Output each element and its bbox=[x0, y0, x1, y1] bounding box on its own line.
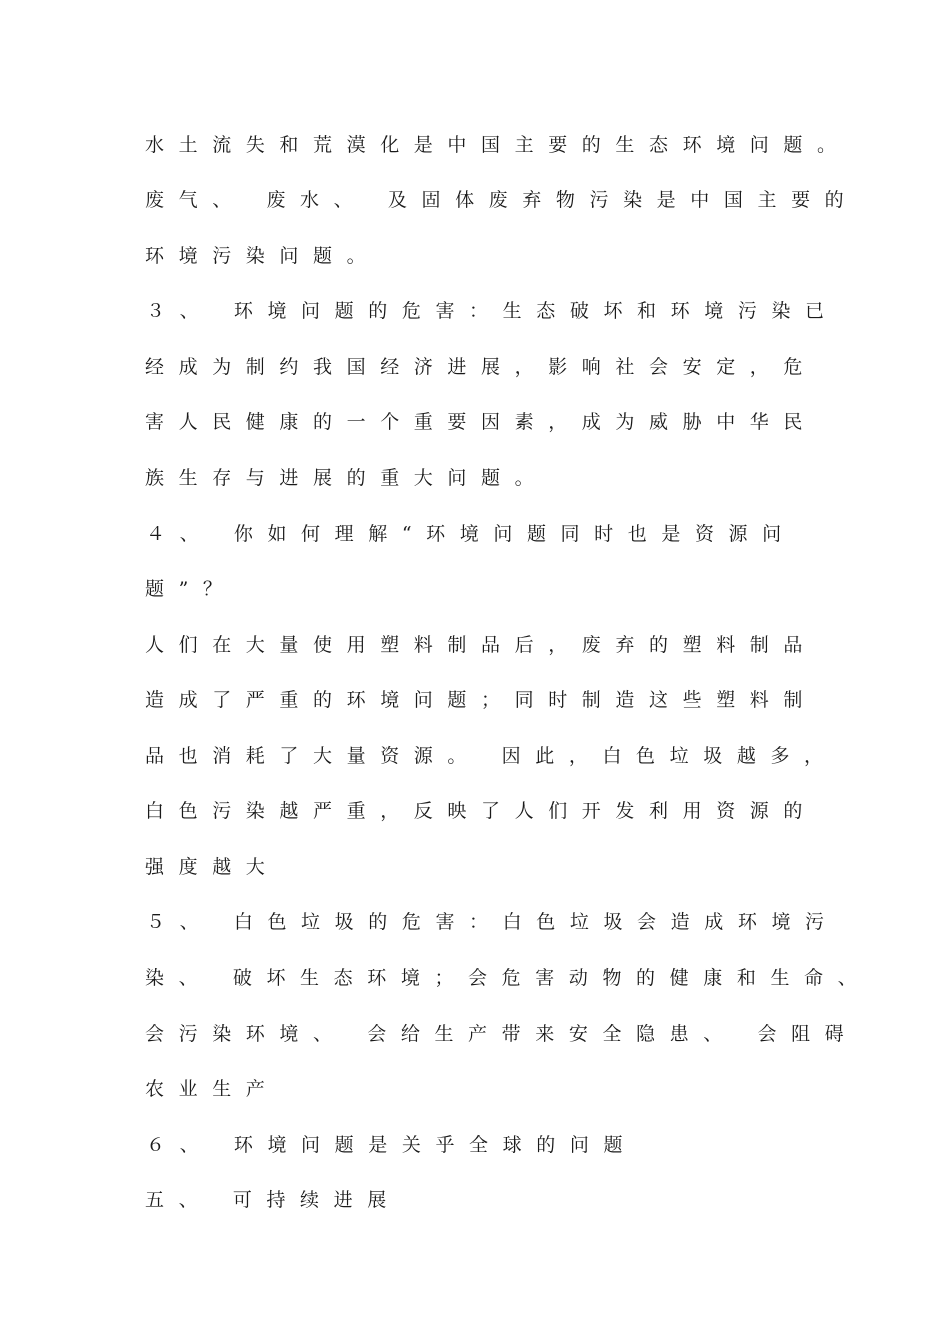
text-line: 环境污染问题。 bbox=[145, 245, 381, 267]
text-line: 造成了严重的环境问题；同时制造这些塑料制 bbox=[145, 689, 818, 711]
text-line: 水土流失和荒漠化是中国主要的生态环境问题。 bbox=[145, 134, 851, 156]
text-line: ４、 你如何理解“环境问题同时也是资源问 bbox=[146, 523, 796, 545]
text-line: 白色污染越严重，反映了人们开发利用资源的 bbox=[145, 800, 818, 822]
text-line: 染、 破坏生态环境；会危害动物的健康和生命、 bbox=[145, 967, 872, 989]
text-line: 题”？ bbox=[145, 578, 237, 600]
text-line: 农业生产 bbox=[145, 1078, 280, 1100]
text-line: 品也消耗了大量资源。 因此，白色垃圾越多， bbox=[145, 745, 838, 767]
text-line: 废气、 废水、 及固体废弃物污染是中国主要的 bbox=[145, 189, 859, 211]
text-line: 强度越大 bbox=[145, 856, 280, 878]
text-line: ３、 环境问题的危害：生态破坏和环境污染已 bbox=[146, 300, 839, 322]
text-line: ５、 白色垃圾的危害：白色垃圾会造成环境污 bbox=[146, 911, 839, 933]
text-line: 会污染环境、 会给生产带来安全隐患、 会阻碍 bbox=[145, 1023, 859, 1045]
text-line: 经成为制约我国经济进展，影响社会安定，危 bbox=[145, 356, 818, 378]
text-line: 害人民健康的一个重要因素，成为威胁中华民 bbox=[145, 411, 818, 433]
text-line: ６、 环境问题是关乎全球的问题 bbox=[146, 1134, 638, 1156]
text-line: 五、 可持续进展 bbox=[145, 1189, 401, 1211]
text-line: 族生存与进展的重大问题。 bbox=[145, 467, 549, 489]
text-line: 人们在大量使用塑料制品后，废弃的塑料制品 bbox=[145, 634, 818, 656]
